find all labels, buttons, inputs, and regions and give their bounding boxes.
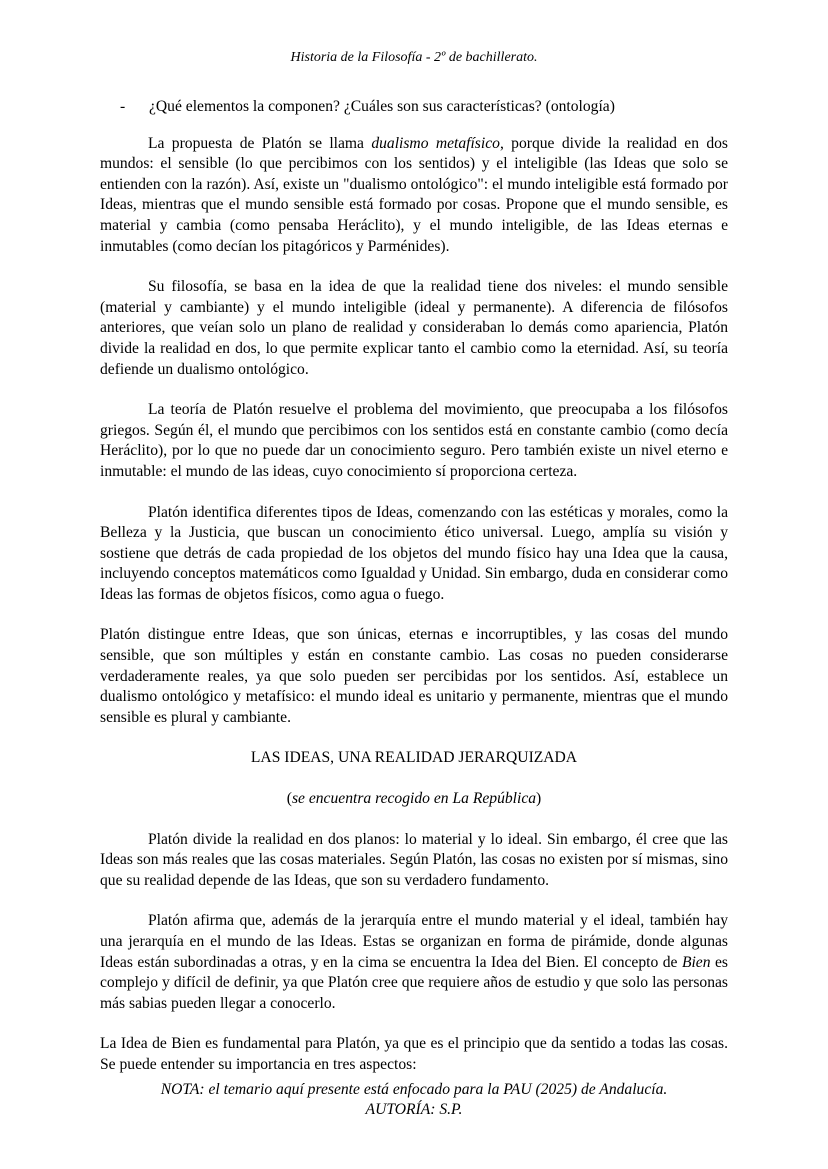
paragraph-3: La teoría de Platón resuelve el problema del movimiento, que preocupaba a los filósofos griegos. Según él, el mundo que percibimos con los sentidos está en constante cambio (como decía Heráclito), por lo que no puede dar un conocimiento seguro. Pero también existe un nivel eterno e inmutable: el mundo de las ideas, cuyo conocimiento sí proporciona certeza. [100,401,728,480]
section-subtitle [100,789,728,810]
subtitle-open-paren: ( [286,790,292,808]
paragraph-1 [100,134,728,258]
paragraph-6: Platón divide la realidad en dos planos: lo material y lo ideal. Sin embargo, él cree que las Ideas son más reales que las cosas materiales. Según Platón, las cosas no existen por sí mismas, sino que su realidad depende de las Ideas, que son su verdadero fundamento. [100,830,728,889]
paragraph-1-start: La propuesta de Platón se llama [148,134,372,152]
subtitle-close-paren: ) [536,790,542,808]
subtitle-text: se encuentra recogido en La República [291,790,537,808]
term-dualismo-metafisico: dualismo metafísico [371,134,500,152]
bullet-text: ¿Qué elementos la componen? ¿Cuáles son sus características? (ontología) [149,98,615,115]
paragraph-2: Su filosofía, se basa en la idea de que la realidad tiene dos niveles: el mundo sensible (material y cambiante) y el mundo inteligible (ideal y permanente). A diferencia de filósofos anteriores, que veían solo un plano de realidad y consideraban lo demás como apariencia, Platón divide la realidad en dos, lo que permite explicar tanto el cambio como la eternidad. Así, su teoría defiende un dualismo ontológico. [100,278,728,378]
paragraph-7-start: Platón afirma que, además de la jerarquía entre el mundo material y el ideal, también hay una jerarquía en el mundo de las Ideas. Estas se organizan en forma de pirámide, donde algunas Ideas están subordinadas a otras, y en la cima se encuentra la Idea del Bien. El concepto de [100,912,728,971]
paragraph-7-end: es complejo y difícil de definir, ya que Platón cree que requiere años de estudio y que solo las personas más sabias pueden llegar a conocerlo. [100,953,728,1012]
bullet-dash: - [120,98,126,115]
footer-author: AUTORÍA: S.P. [365,1101,463,1118]
paragraph-5: Platón distingue entre Ideas, que son únicas, eternas e incorruptibles, y las cosas del mundo sensible, que son múltiples y están en constante cambio. Las cosas no pueden considerarse verdaderamente reales, ya que solo pueden ser percibidas por los sentidos. Así, establece un dualismo ontológico y metafísico: el mundo ideal es unitario y permanente, mientras que el mundo sensible es plural y cambiante. [100,626,728,726]
page-content [100,97,728,1096]
bullet-question [100,97,728,118]
term-bien: Bien [681,953,711,971]
footer-note: NOTA: el temario aquí presente está enfocado para la PAU (2025) de Andalucía. [160,1081,668,1098]
paragraph-8: La Idea de Bien es fundamental para Platón, ya que es el principio que da sentido a todas las cosas. Se puede entender su importancia en tres aspectos: [100,1035,728,1073]
page-footer [0,1080,828,1120]
section-heading: LAS IDEAS, UNA REALIDAD JERARQUIZADA [250,749,578,767]
paragraph-7 [100,911,728,1014]
header-title: Historia de la Filosofía - 2º de bachillerato. [290,50,538,65]
page-header [0,49,828,67]
paragraph-4: Platón identifica diferentes tipos de Ideas, comenzando con las estéticas y morales, como la Belleza y la Justicia, que buscan un conocimiento ético universal. Luego, amplía su visión y sostiene que detrás de cada propiedad de los objetos del mundo físico hay una Idea que la causa, incluyendo conceptos matemáticos como Igualdad y Unidad. Sin embargo, duda en considerar como Ideas las formas de objetos físicos, como agua o fuego. [100,503,728,603]
paragraph-1-end: , porque divide la realidad en dos mundos: el sensible (lo que percibimos con los sentidos) y el inteligible (las Ideas que solo se entienden con la razón). Así, existe un "dualismo ontológico": el mundo inteligible está formado por Ideas, mientras que el mundo sensible está formado por cosas. Propone que el mundo sensible, es material y cambia (como pensaba Heráclito), y el mundo inteligible, de las Ideas eternas e inmutables (como decían los pitagóricos y Parménides). [100,134,728,255]
